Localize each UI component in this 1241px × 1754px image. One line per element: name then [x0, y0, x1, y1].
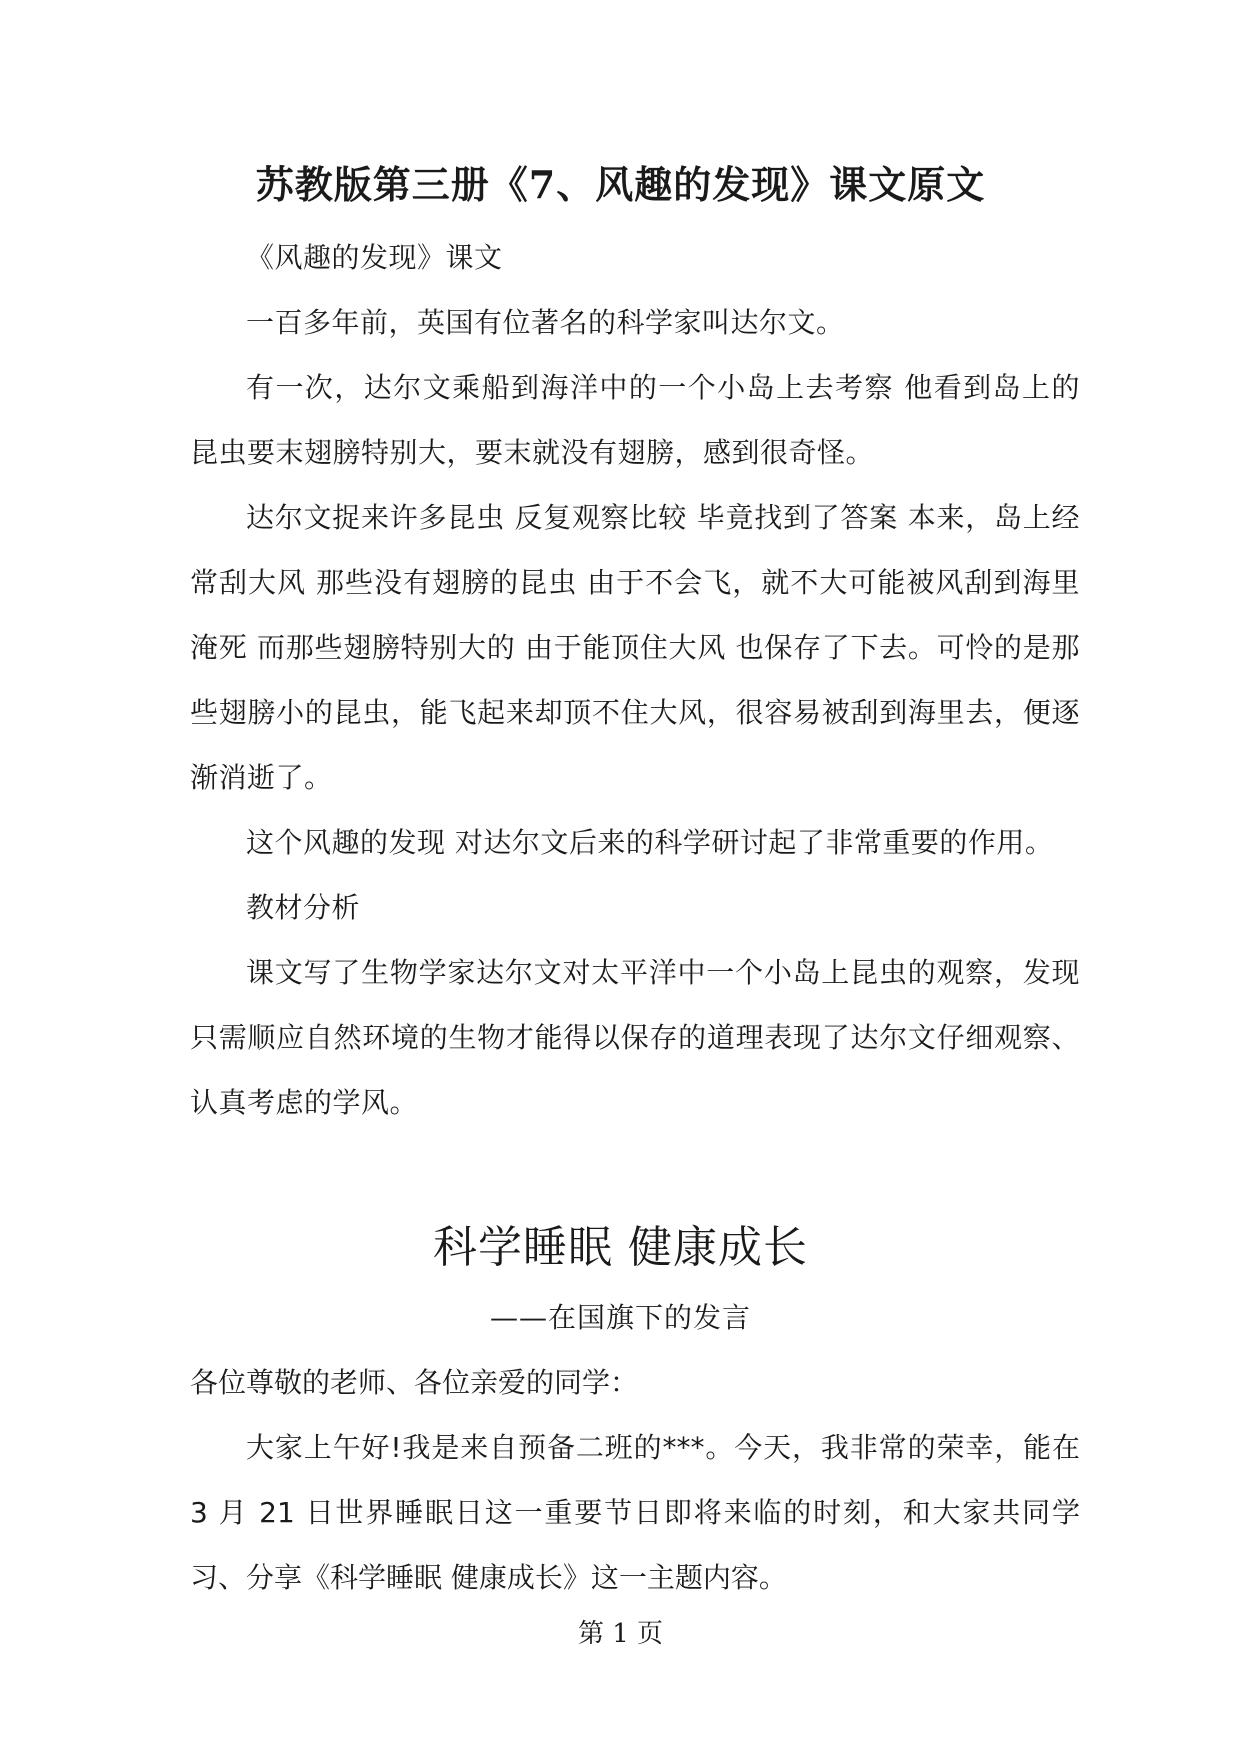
- document-title: 苏教版第三册《7、风趣的发现》课文原文: [255, 162, 986, 207]
- lesson-heading: 《风趣的发现》课文: [246, 241, 503, 274]
- lesson-paragraph: 达尔文捉来许多昆虫 反复观察比较 毕竟找到了答案 本来，岛上经常刮大风 那些没有翅膀的昆虫 由于不会飞，就不大可能被风刮到海里淹死 而那些翅膀特别大的 由于能顶住大风 也保存了下去。可怜的是那些翅膀小的昆虫，能飞起来却顶不住大风，很容易被刮到海里去，便逐渐消逝了。: [190, 501, 1080, 794]
- lesson-paragraph: 这个风趣的发现 对达尔文后来的科学研讨起了非常重要的作用。: [246, 826, 1054, 859]
- speech-paragraph: 大家上午好!我是来自预备二班的***。今天，我非常的荣幸，能在 3 月 21 日世界睡眠日这一重要节日即将来临的时刻，和大家共同学习、分享《科学睡眠 健康成长》这一主题内容。: [190, 1431, 1080, 1594]
- speech-section: [190, 1350, 1080, 1610]
- speech-title: 科学睡眠 健康成长: [433, 1222, 808, 1273]
- analysis-paragraph: 课文写了生物学家达尔文对太平洋中一个小岛上昆虫的观察，发现只需顺应自然环境的生物才能得以保存的道理表现了达尔文仔细观察、认真考虑的学风。: [190, 956, 1080, 1119]
- lesson-text-section: [190, 225, 1080, 1135]
- analysis-heading: 教材分析: [246, 891, 361, 924]
- speech-greeting: 各位尊敬的老师、各位亲爱的同学：: [190, 1366, 639, 1399]
- lesson-paragraph: 有一次，达尔文乘船到海洋中的一个小岛上去考察 他看到岛上的昆虫要末翅膀特别大，要末就没有翅膀，感到很奇怪。: [190, 371, 1080, 469]
- lesson-paragraph: 一百多年前，英国有位著名的科学家叫达尔文。: [246, 306, 845, 339]
- page-number: 第 1 页: [577, 1619, 664, 1649]
- speech-subtitle: ——在国旗下的发言: [489, 1301, 751, 1334]
